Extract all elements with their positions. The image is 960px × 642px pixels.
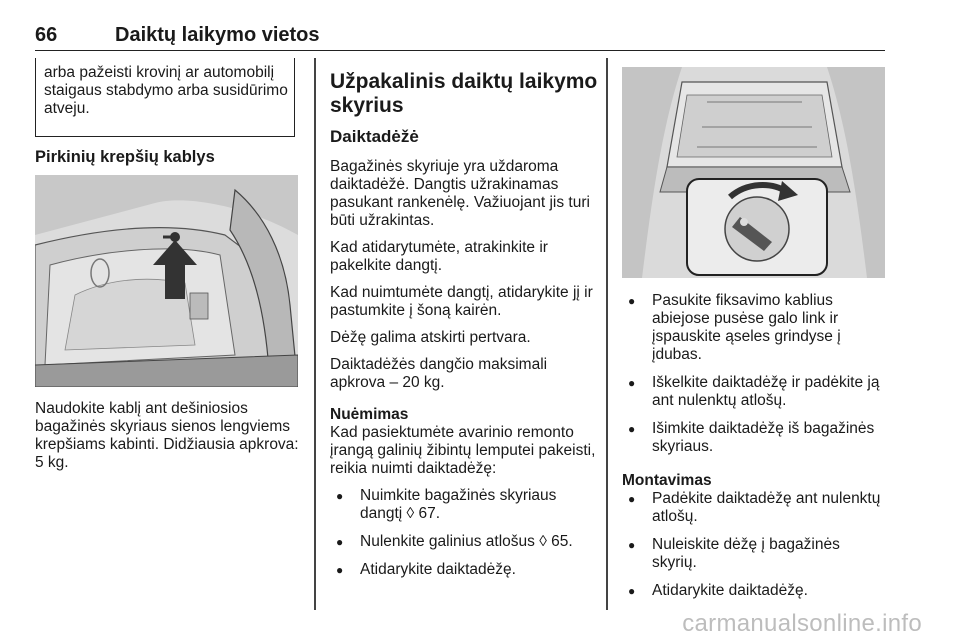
list-item: ● Atidarykite daiktadėžę.	[622, 582, 887, 600]
chapter-title: Daiktų laikymo vietos	[115, 24, 320, 46]
list-item: ● Pasukite fiksavimo kablius abiejose pusėse galo link ir įspauskite ąseles grindyse į įdubas.	[622, 292, 887, 364]
list-item: ● Padėkite daiktadėžę ant nulenktų atlošų.	[622, 490, 887, 526]
page-header	[35, 18, 885, 51]
list-item: ● Nuimkite bagažinės skyriaus dangtį ◊ 67.	[330, 487, 598, 523]
shopping-hook-paragraph: Naudokite kablį ant dešiniosios bagažinės skyriaus sienos lengviems krepšiams kabinti. Didžiausia apkrova: 5 kg.	[35, 400, 299, 471]
storage-paragraph-5: Daiktadėžės dangčio maksimali apkrova – 20 kg.	[330, 356, 548, 391]
column-divider-left	[314, 58, 316, 610]
list-item: ● Nulenkite galinius atlošus ◊ 65.	[330, 533, 598, 551]
storage-paragraph-1: Bagažinės skyriuje yra uždaroma daiktadėžė. Dangtis užrakinamas pasukant rankenėlę. Važiuojant jis turi būti užrakintas.	[330, 158, 590, 229]
storage-paragraph-4: Dėžę galima atskirti pertvara.	[330, 329, 531, 346]
rear-storage-title: Užpakalinis daiktų laikymo skyrius	[330, 70, 598, 117]
removal-intro: Kad pasiektumėte avarinio remonto įrangą galinių žibintų lemputei pakeisti, reikia nuimti daiktadėžę:	[330, 424, 596, 477]
watermark: carmanualsonline.info	[682, 610, 922, 637]
shopping-hook-text	[35, 400, 303, 481]
list-item: ● Atidarykite daiktadėžę.	[330, 561, 598, 579]
left-section	[35, 148, 300, 178]
removal-title: Nuėmimas	[330, 406, 409, 423]
page-number: 66	[35, 24, 58, 46]
list-item: ● Iškelkite daiktadėžę ir padėkite ją ant nulenktų atlošų.	[622, 374, 887, 410]
storage-paragraph-2: Kad atidarytumėte, atrakinkite ir pakelkite dangtį.	[330, 239, 548, 274]
warning-box-continued: arba pažeisti krovinį ar automobilį staigaus stabdymo arba susidūrimo atveju.	[35, 58, 295, 137]
install-title: Montavimas	[622, 472, 712, 489]
storage-box-title: Daiktadėžė	[330, 127, 419, 146]
removal-steps-continued	[622, 292, 887, 456]
trunk-hook-illustration	[35, 175, 298, 387]
storage-paragraph-3: Kad nuimtumėte dangtį, atidarykite jį ir pastumkite į šoną kairėn.	[330, 284, 593, 319]
storage-box-illustration	[622, 67, 885, 278]
removal-steps-list	[330, 487, 598, 579]
list-item: ● Išimkite daiktadėžę iš bagažinės skyriaus.	[622, 420, 887, 456]
shopping-hook-title: Pirkinių krepšių kablys	[35, 148, 215, 166]
right-section	[622, 292, 887, 610]
install-steps-list	[622, 490, 887, 600]
middle-section	[330, 70, 598, 589]
column-divider-right	[606, 58, 608, 610]
list-item: ● Nuleiskite dėžę į bagažinės skyrių.	[622, 536, 887, 572]
